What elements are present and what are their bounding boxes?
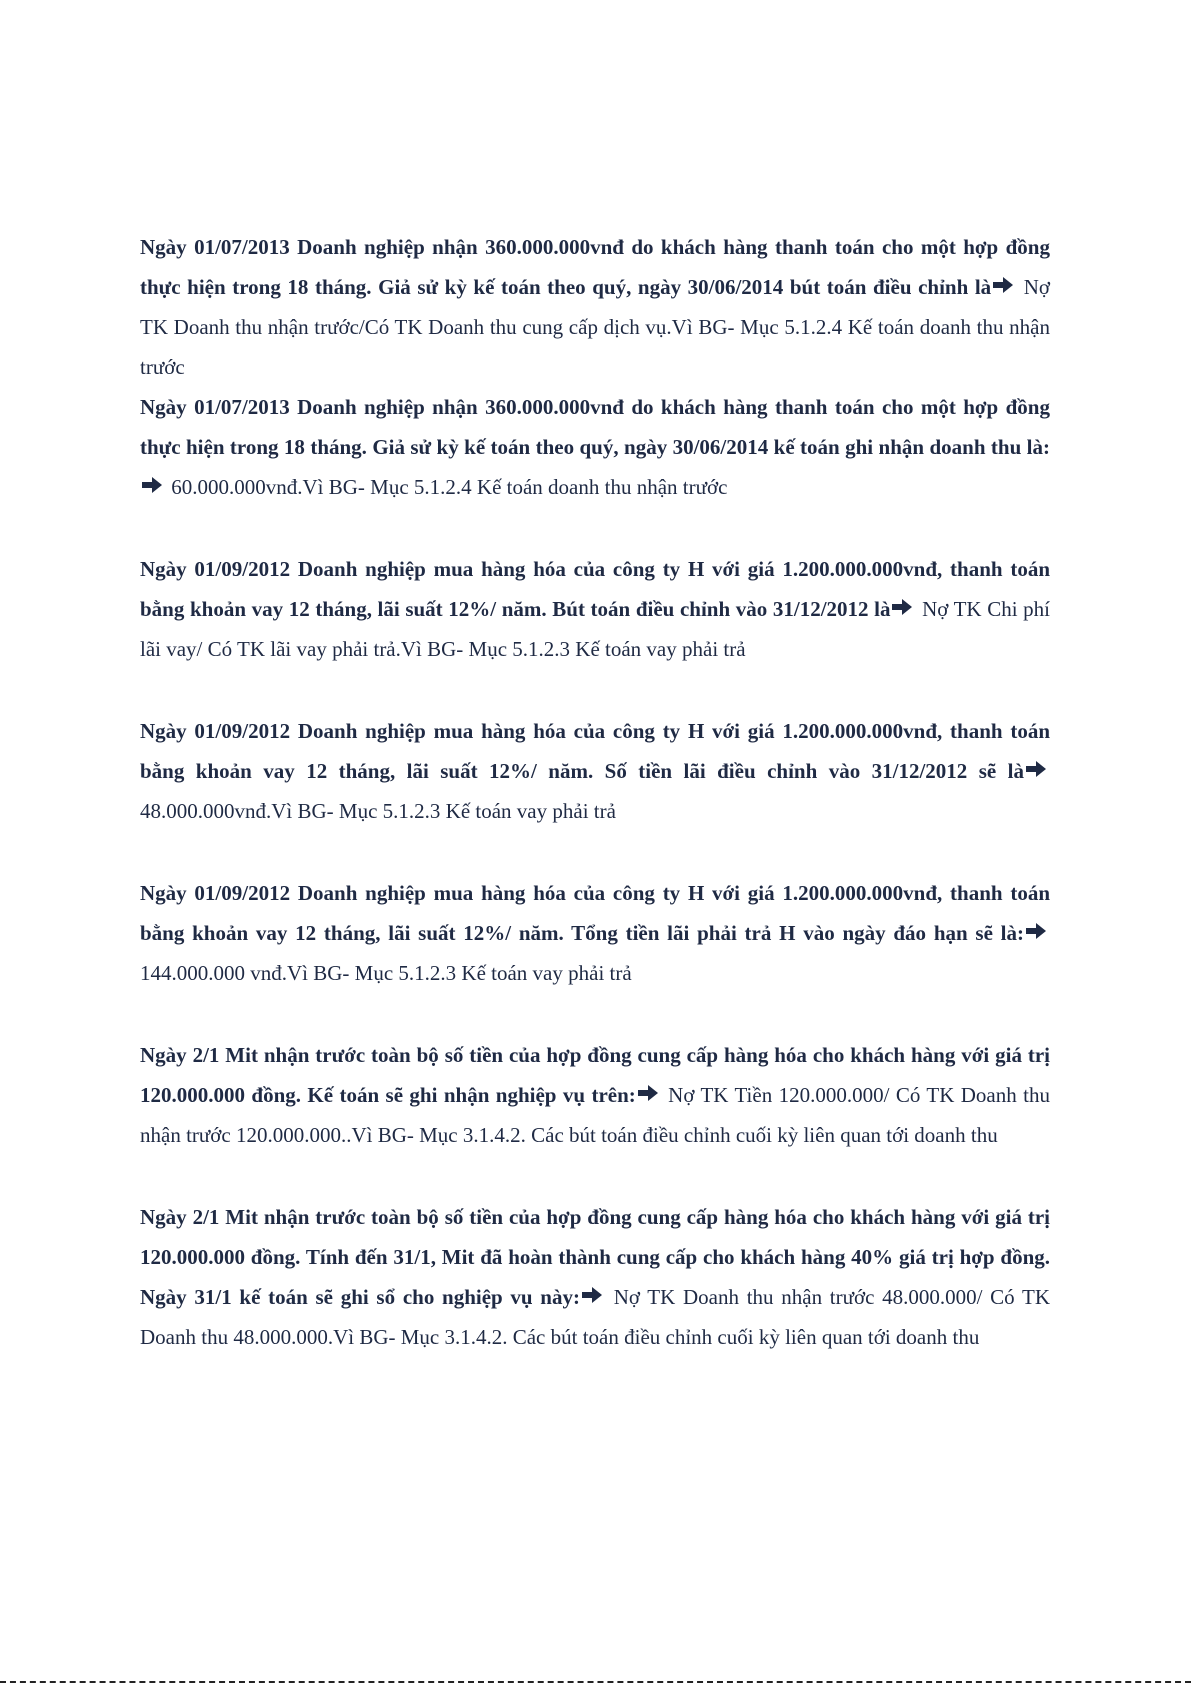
question-item [140,549,1050,669]
arrow-right-icon [992,275,1014,295]
question-item [140,387,1050,507]
answer-text: 60.000.000vnđ.Vì BG- Mục 5.1.2.4 Kế toán doanh thu nhận trước [166,475,728,499]
question-item [140,1197,1050,1357]
answer-text: 144.000.000 vnđ.Vì BG- Mục 5.1.2.3 Kế toán vay phải trả [140,961,632,985]
arrow-right-icon [141,475,163,495]
document-page [140,227,1050,1399]
question-item [140,227,1050,387]
question-item [140,873,1050,993]
page-bottom-rule [0,1681,1191,1683]
question-text: Ngày 01/09/2012 Doanh nghiệp mua hàng hóa của công ty H với giá 1.200.000.000vnđ, thanh toán bằng khoản vay 12 tháng, lãi suất 12%/ năm. Số tiền lãi điều chỉnh vào 31/12/2012 sẽ là [140,719,1050,783]
arrow-right-icon [637,1083,659,1103]
arrow-right-icon [1025,759,1047,779]
arrow-right-icon [581,1285,603,1305]
answer-text: 48.000.000vnđ.Vì BG- Mục 5.1.2.3 Kế toán vay phải trả [140,799,616,823]
arrow-right-icon [891,597,913,617]
question-text: Ngày 2/1 Mit nhận trước toàn bộ số tiền của hợp đồng cung cấp hàng hóa cho khách hàng với giá trị 120.000.000 đồng. Tính đến 31/1, Mit đã hoàn thành cung cấp cho khách hàng 40% giá trị hợp đồng. Ngày 31/1 kế toán sẽ ghi sổ cho nghiệp vụ này: [140,1205,1050,1309]
question-text: Ngày 01/09/2012 Doanh nghiệp mua hàng hóa của công ty H với giá 1.200.000.000vnđ, thanh toán bằng khoản vay 12 tháng, lãi suất 12%/ năm. Bút toán điều chỉnh vào 31/12/2012 là [140,557,1050,621]
question-text: Ngày 01/09/2012 Doanh nghiệp mua hàng hóa của công ty H với giá 1.200.000.000vnđ, thanh toán bằng khoản vay 12 tháng, lãi suất 12%/ năm. Tổng tiền lãi phải trả H vào ngày đáo hạn sẽ là: [140,881,1050,945]
question-text: Ngày 2/1 Mit nhận trước toàn bộ số tiền của hợp đồng cung cấp hàng hóa cho khách hàng với giá trị 120.000.000 đồng. Kế toán sẽ ghi nhận nghiệp vụ trên: [140,1043,1050,1107]
question-item [140,1035,1050,1155]
answer-text: Nợ TK Tiền 120.000.000/ Có TK Doanh thu nhận trước 120.000.000..Vì BG- Mục 3.1.4.2. Các bút toán điều chỉnh cuối kỳ liên quan tới doanh thu [140,1083,1050,1147]
answer-text: Nợ TK Doanh thu nhận trước/Có TK Doanh thu cung cấp dịch vụ.Vì BG- Mục 5.1.2.4 Kế toán doanh thu nhận trước [140,275,1050,379]
question-text: Ngày 01/07/2013 Doanh nghiệp nhận 360.000.000vnđ do khách hàng thanh toán cho một hợp đồng thực hiện trong 18 tháng. Giả sử kỳ kế toán theo quý, ngày 30/06/2014 bút toán điều chỉnh là [140,235,1050,299]
arrow-right-icon [1025,921,1047,941]
question-item [140,711,1050,831]
answer-text: Nợ TK Doanh thu nhận trước 48.000.000/ Có TK Doanh thu 48.000.000.Vì BG- Mục 3.1.4.2. Các bút toán điều chỉnh cuối kỳ liên quan tới doanh thu [140,1285,1050,1349]
answer-text: Nợ TK Chi phí lãi vay/ Có TK lãi vay phải trả.Vì BG- Mục 5.1.2.3 Kế toán vay phải trả [140,597,1050,661]
question-text: Ngày 01/07/2013 Doanh nghiệp nhận 360.000.000vnđ do khách hàng thanh toán cho một hợp đồng thực hiện trong 18 tháng. Giả sử kỳ kế toán theo quý, ngày 30/06/2014 kế toán ghi nhận doanh thu là: [140,395,1050,459]
